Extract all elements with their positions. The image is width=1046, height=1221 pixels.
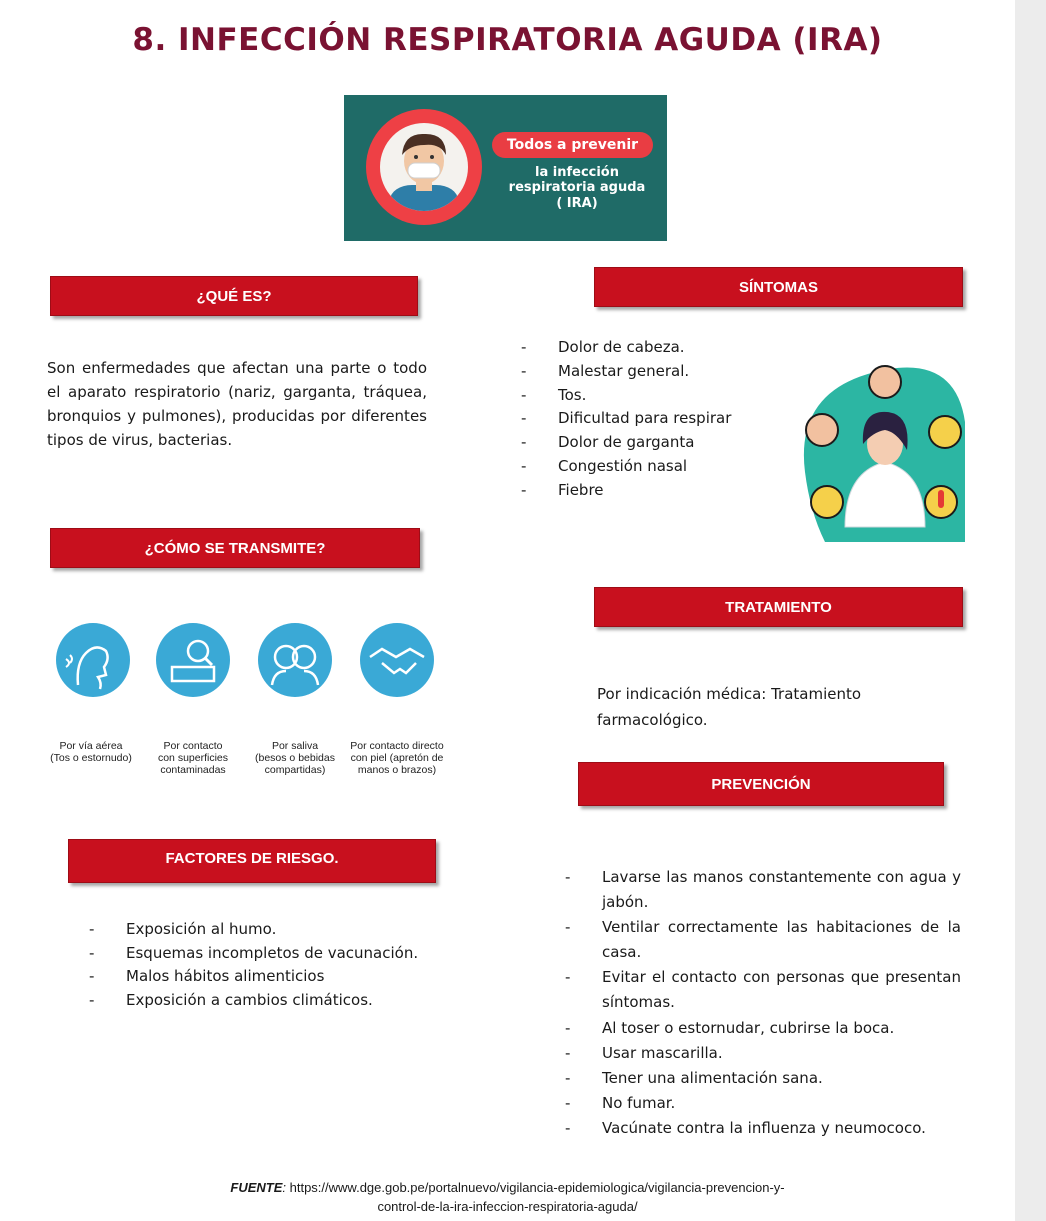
footer-url-line-2: control-de-la-ira-infeccion-respiratoria-aguda/ <box>377 1199 638 1214</box>
list-item: - Esquemas incompletos de vacunación. <box>89 942 418 966</box>
list-item: - No fumar. <box>565 1091 961 1116</box>
banner-line-1: la infección <box>535 165 619 180</box>
handshake-icon <box>360 623 434 697</box>
symptoms-illustration <box>785 352 970 542</box>
list-item: - Al toser o estornudar, cubrirse la boca. <box>565 1016 961 1041</box>
list-item: - Vacúnate contra la influenza y neumococo. <box>565 1116 961 1141</box>
list-item: - Malestar general. <box>521 360 731 384</box>
prevencion-header: PREVENCIÓN <box>578 762 944 806</box>
caption-line: contaminadas <box>160 764 226 776</box>
que-es-text: Son enfermedades que afectan una parte o todo el aparato respiratorio (nariz, garganta, tráquea, bronquios y pulmones), producidas por diferentes tipos de virus, bacterias. <box>47 359 427 449</box>
banner-line-3: ( IRA) <box>556 196 598 211</box>
list-item: - Evitar el contacto con personas que presentan síntomas. <box>565 965 961 1015</box>
tratamiento-header: TRATAMIENTO <box>594 587 963 627</box>
masked-person-illustration <box>380 123 468 211</box>
caption-line: Por contacto <box>163 740 223 752</box>
ira-banner-image <box>344 95 667 241</box>
transmission-caption <box>138 740 248 776</box>
caption-line: (besos o bebidas <box>255 752 335 764</box>
list-item: - Usar mascarilla. <box>565 1041 961 1066</box>
airborne-icon <box>56 623 130 697</box>
factores-list <box>89 918 418 1012</box>
transmission-caption <box>36 740 146 764</box>
sintomas-header: SÍNTOMAS <box>594 267 963 307</box>
list-item: - Exposición al humo. <box>89 918 418 942</box>
caption-line: Por saliva <box>271 740 319 752</box>
list-item: - Ventilar correctamente las habitaciones de la casa. <box>565 915 961 965</box>
transmite-header: ¿CÓMO SE TRANSMITE? <box>50 528 420 568</box>
banner-line-2: respiratoria aguda <box>508 180 646 195</box>
list-item: - Exposición a cambios climáticos. <box>89 989 418 1013</box>
surface-contact-icon <box>156 623 230 697</box>
footer-url-line-1: https://www.dge.gob.pe/portalnuevo/vigilancia-epidemiologica/vigilancia-prevencion-y- <box>289 1180 785 1195</box>
caption-line: (Tos o estornudo) <box>50 752 132 764</box>
tratamiento-text: Por indicación médica: Tratamiento farmacológico. <box>597 685 862 729</box>
factores-header: FACTORES DE RIESGO. <box>68 839 436 883</box>
prevencion-list <box>565 865 961 1141</box>
caption-line: con piel (apretón de <box>350 752 444 764</box>
list-item: - Dificultad para respirar <box>521 407 731 431</box>
list-item: - Fiebre <box>521 479 731 503</box>
caption-line: con superficies <box>157 752 229 764</box>
list-item: - Congestión nasal <box>521 455 731 479</box>
sintomas-list <box>521 336 731 503</box>
transmission-caption <box>240 740 350 776</box>
list-item: - Dolor de garganta <box>521 431 731 455</box>
list-item: - Tener una alimentación sana. <box>565 1066 961 1091</box>
list-item: - Tos. <box>521 384 731 408</box>
saliva-icon <box>258 623 332 697</box>
list-item: - Malos hábitos alimenticios <box>89 965 418 989</box>
caption-line: compartidas) <box>264 764 326 776</box>
caption-line: Por contacto directo <box>350 740 444 752</box>
right-margin-strip <box>1015 0 1046 1221</box>
que-es-header: ¿QUÉ ES? <box>50 276 418 316</box>
list-item: - Lavarse las manos constantemente con agua y jabón. <box>565 865 961 915</box>
source-footer: FUENTE: https://www.dge.gob.pe/portalnuevo/vigilancia-epidemiologica/vigilancia-prevencion-y- control-de-la-ira-infeccion-respiratoria-aguda/ <box>0 1178 1015 1216</box>
list-item: - Dolor de cabeza. <box>521 336 731 360</box>
caption-line: manos o brazos) <box>357 764 437 776</box>
banner-pill: Todos a prevenir <box>492 132 653 158</box>
page-title: 8. INFECCIÓN RESPIRATORIA AGUDA (IRA) <box>132 22 883 58</box>
caption-line: Por vía aérea <box>59 740 123 752</box>
transmission-caption <box>342 740 452 776</box>
footer-label: FUENTE <box>230 1180 283 1195</box>
